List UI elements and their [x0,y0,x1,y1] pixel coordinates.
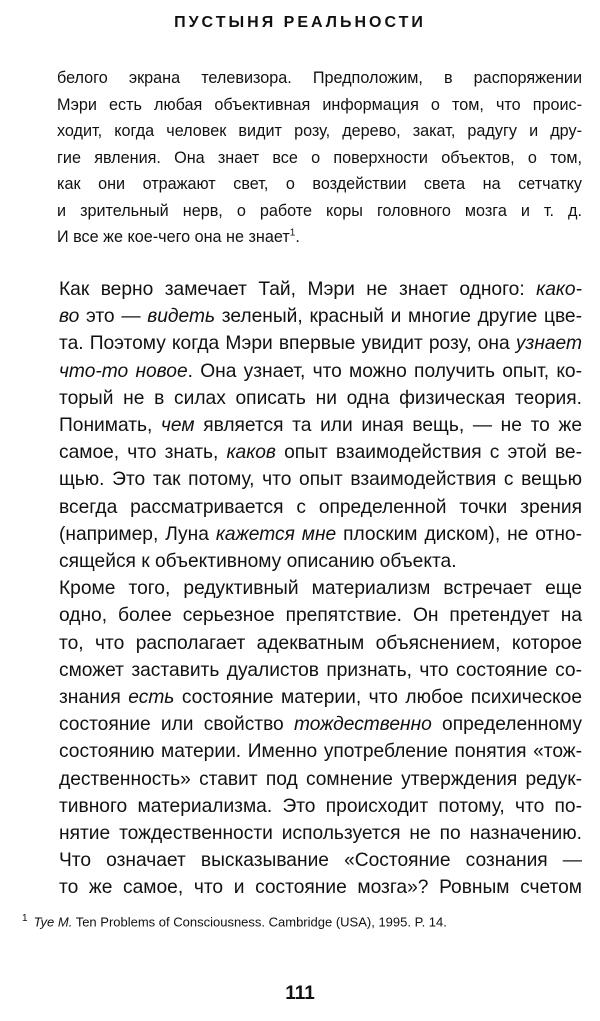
text-line: торый не в силах описать ни одна физическая теория. [59,387,582,409]
text-line: сящейся к объективному описанию объекта. [59,551,457,573]
text-line [22,439,582,466]
footnote-number: 1 [22,913,28,924]
text-line: сможет заставить дуалистов признать, что состояние со- [59,659,582,681]
footnote-reference[interactable]: 1 [289,227,296,239]
text-span: та. Поэтому когда Мэри впервые увидит розу, она [59,333,516,355]
text-span: определенному [431,714,583,736]
paragraph-2 [22,575,582,901]
quote-line: белого экрана телевизора. Предположим, в распоряжении [57,69,582,87]
text-span: является та или иная вещь, — не то же [194,415,582,437]
text-line [22,330,582,357]
text-span: Как верно замечает Тай, Мэри не знает одного: [59,279,537,300]
text-span: плоским диском), не отно- [336,523,582,545]
emphasis: кажется мне [215,523,337,545]
text-span: самое, что знать, [59,442,227,464]
text-span: это — [79,306,148,328]
quote-end: . [295,228,300,246]
text-line: нятие тождественности используется не по назначению. [59,823,582,845]
text-span: зеленый, красный и многие другие цве- [215,306,582,328]
text-span: опыт взаимодействия с этой ве- [275,442,582,464]
emphasis: каков [226,442,276,464]
text-line [22,684,582,711]
quote-line: как они отражают свет, о воздействии света на сетчатку [57,175,582,193]
text-line: дественность» ставит под сомнение утверждения редук- [59,768,582,790]
text-line [22,358,582,385]
text-line: одно, более серьезное препятствие. Он претендует на [59,605,582,627]
emphasis: како- [536,279,582,300]
text-span: состояние материи, что любое психическое [174,687,583,709]
quote-line: и зрительный нерв, о работе коры головного мозга и т. д. [57,201,582,220]
quote-line: ходит, когда человек видит розу, дерево, закат, радугу и дру- [57,122,582,140]
emphasis: видеть [147,306,216,328]
quote-text: И все же кое-чего она не знает [57,228,290,246]
quote-line: гие явления. Она знает все о поверхности объектов, о том, [57,148,582,167]
quote-line: Мэри есть любая объективная информация о том, что проис- [57,95,582,114]
text-line: состоянию материи. Именно употребление понятия «тож- [59,741,582,763]
paragraph-1 [22,276,582,575]
text-line: Кроме того, редуктивный материализм встречает еще [59,578,582,600]
emphasis: во [59,306,80,328]
main-text [22,276,582,902]
running-header: ПУСТЫНЯ РЕАЛЬНОСТИ [174,14,426,31]
text-span: Понимать, [59,415,161,437]
footnote-author: Tye M. [33,914,73,930]
text-line [22,711,582,738]
emphasis: тождественно [293,714,432,736]
emphasis: есть [128,687,175,709]
text-line: щью. Это так потому, что опыт взаимодействия с вещью [59,469,582,491]
emphasis: узнает [515,333,582,355]
text-line: Что означает высказывание «Состояние сознания — [59,850,582,872]
emphasis: чем [161,415,195,437]
text-line: то же самое, что и состояние мозга»? Ровным счетом [59,877,582,899]
text-span: знания [59,687,129,709]
text-line [22,276,582,303]
text-line: то, что располагает адекватным объяснением, которое [59,632,582,654]
footnote [22,913,582,929]
text-line: тивного материализма. Это происходит потому, что по- [59,795,582,817]
text-span: состояние или свойство [59,714,294,736]
page-number: 111 [285,983,315,1004]
text-line: всегда рассматривается с определенной точки зрения [59,496,582,518]
text-span: (например, Луна [59,523,216,545]
text-line [22,412,582,439]
text-span: . Она узнает, что можно получить опыт, ко- [187,360,582,382]
text-line [22,303,582,330]
text-line [22,521,582,548]
emphasis: что-то новое [59,360,188,382]
quote-line-last [57,224,582,251]
footnote-text: Ten Problems of Consciousness. Cambridge (USA), 1995. P. 14. [72,914,447,930]
block-quote [57,65,582,251]
